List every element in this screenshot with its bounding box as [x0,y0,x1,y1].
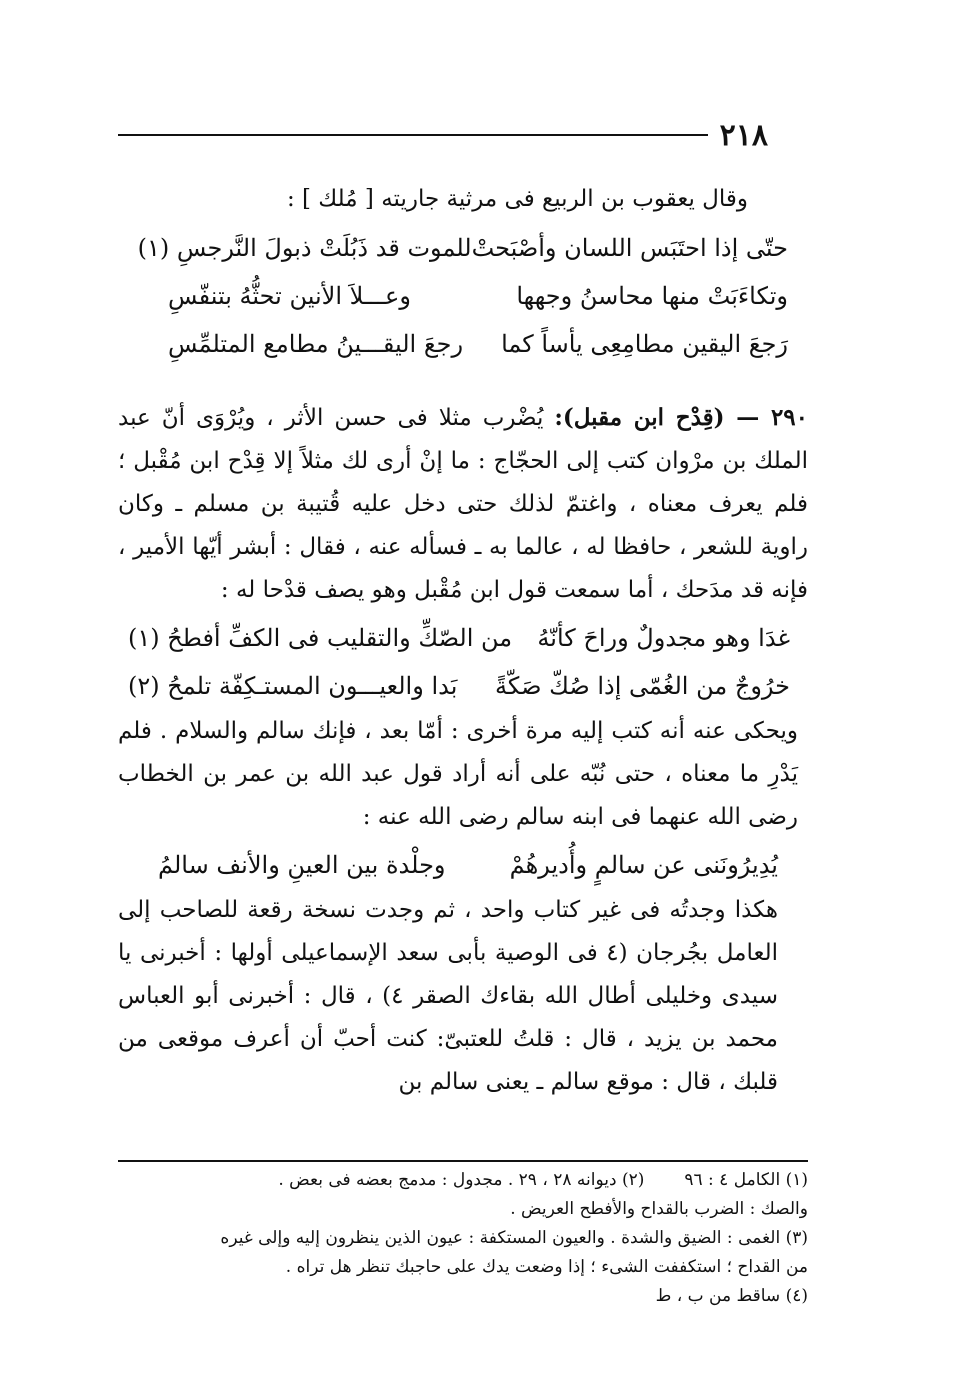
verse-line [168,320,788,368]
verse-second-hemistich: وعـــلاَ الأنين تحثُّهُ بتنفّسِ [168,282,411,310]
verse-line [137,224,788,272]
verse-second-hemistich: بَدا والعيـــون المستـكِفّة تلمحُ (٢) [128,672,458,700]
verse-line [168,272,788,320]
middle-paragraph: ويحكى عنه أنه كتب إليه مرة أخرى : أمّا بعد ، فإنك سالم والسلام . فلم يَدْرِ ما معناه ، حتى نُبّه على أنه أراد قول عبد الله بن عمر بن الخطاب رضى الله عنهما فى ابنه سالم رضى الله عنه : [118,718,798,830]
footnote-2: (٢) ديوانه ٢٨ ، ٢٩ . مجدول : مدمج بعضه فى بعض . [278,1170,645,1190]
verse-second-hemistich: رجعَ اليقـــينُ مطامع المتلمِّسِ [168,330,464,358]
verse-first-hemistich: يُدِيرُونَنى عن سالمٍ وأُديرهُمْ [509,851,778,879]
verse-first-hemistich: وتكاءَبَتْ منها محاسنُ وجهها [516,282,788,310]
poem-ibn-muqbil [118,614,808,710]
verse-first-hemistich: رَجعَ اليقين مطامِعِى يأساً كما [501,330,788,358]
verse-line [128,614,790,662]
verse-second-hemistich: وجلْدة بين العينِ والأنف سالمُ [158,851,446,879]
verse-first-hemistich: حتّى إذا احتَبَس اللسان وأصْبَحتْ [471,234,788,262]
section-290-heading: ٢٩٠ — (قِدْح ابن مقبل): [554,404,809,431]
poem-intro-line: وقال يعقوب بن الربيع فى مرثية جاريته [ مُلك ] : [286,186,748,212]
footnote-3: (٣) الغمى : الضيق والشدة . والعيون المستكفة : عيون الذين ينظرون إليه وإلى غيره [220,1228,808,1248]
page-header [118,115,768,155]
footnote-line [118,1166,808,1195]
footnote-2-continuation: والصك : الضرب بالقداح والأفطح العريض . [510,1199,808,1219]
poem-yaqub [118,224,808,368]
verse-second-hemistich: للموت قد ذَبُلَتْ ذبولَ النَّرجسِ (١) [137,234,472,262]
header-rule [118,134,708,136]
footnote-1: (١) الكامل ٤ : ٩٦ [684,1170,808,1190]
footnote-4: (٤) ساقط من ب ، ط [655,1286,808,1306]
final-paragraph: هكذا وجدتُه فى غير كتاب واحد ، ثم وجدت نسخة رقعة للصاحب إلى العامل بجُرجان (٤ فى الوصية بأبى سعد الإسماعيلى أولها : أخبرنى يا سيدى وخليلى أطال الله بقاءك الصقر ٤) ، قال : أخبرنى أبو العباس محمد بن يزيد ، قال : قلتُ للعتبىّ: كنت أحبّ أن أعرف موقعى من قلبك ، قال : موقع سالم ـ يعنى سالم بن [118,897,778,1095]
footnotes [118,1166,808,1311]
footnote-3-continuation: من القداح ؛ استكففت الشىء ؛ إذا وضعت يدك على حاجبك تنظر هل تراه . [285,1257,808,1277]
verse-line [128,662,790,710]
page-body [118,172,808,1104]
verse-first-hemistich: غدَا وهو مجدولٌ وراحَ كأنّهُ [537,624,790,652]
verse-second-hemistich: من الصّكِّ والتقليب فى الكفِّ أفطحُ (١) [128,624,513,652]
section-290 [118,396,808,612]
section-290-text: يُضْرب مثلا فى حسن الأثر ، ويُرْوَى أنّ عبد الملك بن مرْوان كتب إلى الحجّاج : ما إنْ أرى لك مثلاً إلا قِدْح ابن مُقْبل ؛ فلم يعرف معناه ، واغتمّ لذلك حتى دخل عليه قُتيبة بن مسلم ـ وكان راوية للشعر ، حافظا له ، عالما به ـ فسأله عنه ، فقال : أبشر أيّها الأمير ، فإنه قد مدَحك ، أما سمعت قول ابن مُقْبل وهو يصف قدْحا له : [118,405,808,603]
verse-line [158,841,778,889]
poem-salim [118,841,808,889]
verse-first-hemistich: خرُوجٌ من الغُمّى إذا صُكّ صَكّةً [495,672,790,700]
footnote-rule [118,1160,808,1162]
page-number: ٢١٨ [719,117,768,153]
